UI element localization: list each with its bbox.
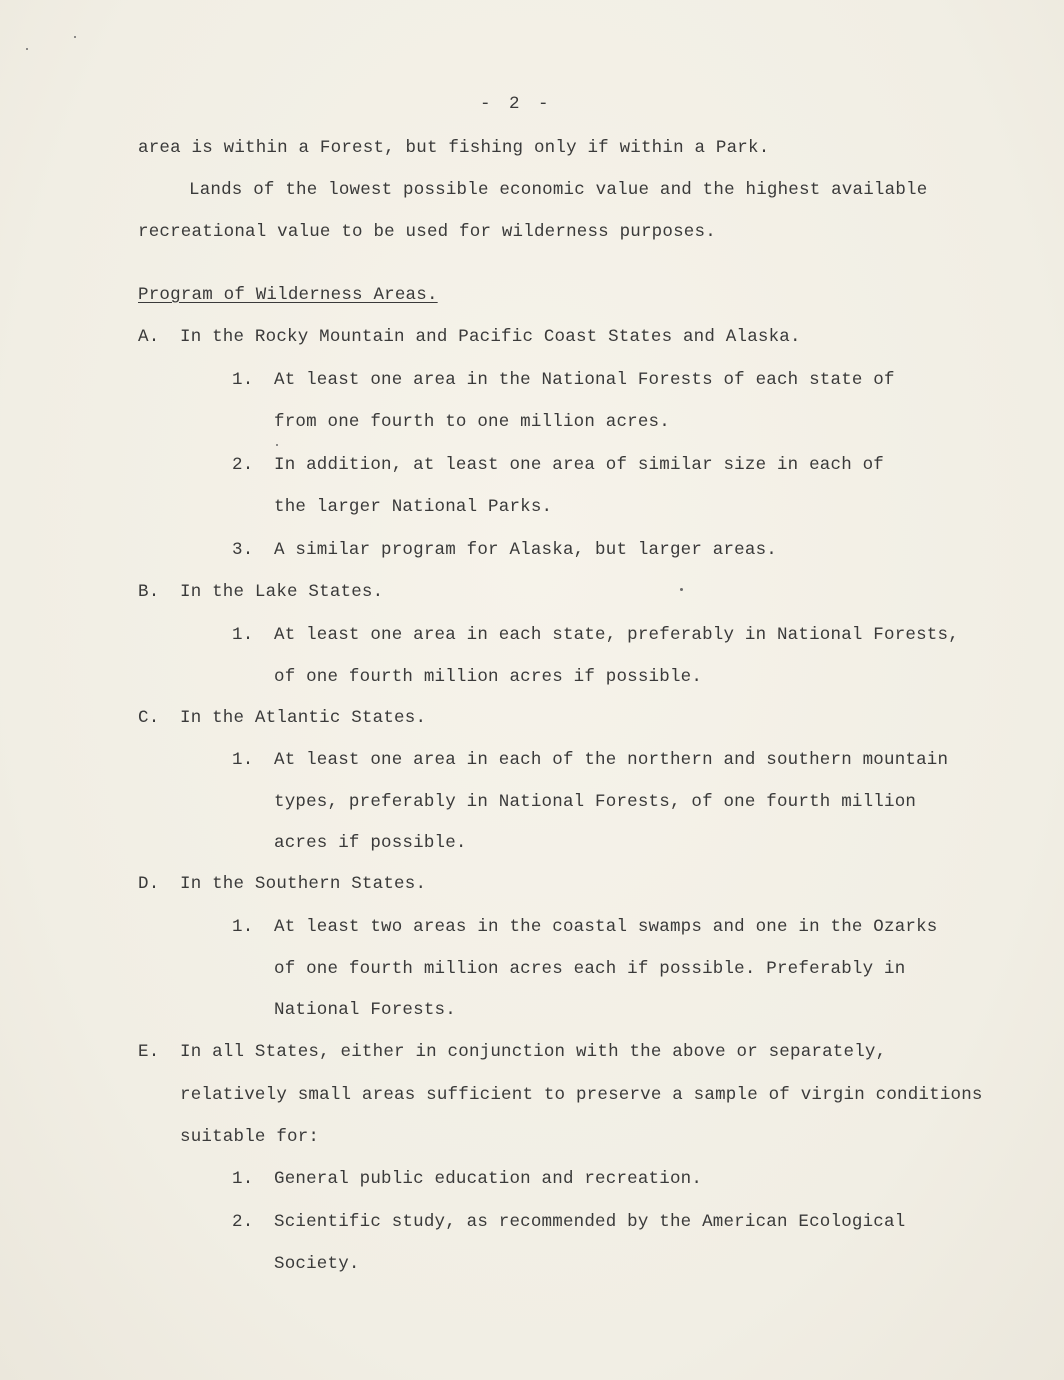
intro-line-2: Lands of the lowest possible economic value and the highest available	[189, 180, 928, 200]
page-number: - 2 -	[480, 94, 553, 114]
section-d-title: In the Southern States.	[180, 874, 427, 894]
section-a-item-2-line-2: the larger National Parks.	[274, 497, 553, 517]
section-c-item-1-line-3: acres if possible.	[274, 833, 467, 853]
section-b-item-1-line-1: At least one area in each state, preferably in National Forests,	[274, 625, 959, 645]
section-a-marker: A.	[138, 327, 160, 347]
section-c-item-1-marker: 1.	[232, 750, 254, 770]
section-e-title-line-1: In all States, either in conjunction with the above or separately,	[180, 1042, 887, 1062]
paper-speck	[26, 48, 28, 50]
section-a-item-3-marker: 3.	[232, 540, 254, 560]
section-a-item-1-marker: 1.	[232, 370, 254, 390]
section-d-item-1-line-3: National Forests.	[274, 1000, 456, 1020]
section-e-item-2-marker: 2.	[232, 1212, 254, 1232]
section-c-marker: C.	[138, 708, 160, 728]
section-c-item-1-line-2: types, preferably in National Forests, of one fourth million	[274, 792, 917, 812]
section-b-item-1-line-2: of one fourth million acres if possible.	[274, 667, 703, 687]
section-b-item-1-marker: 1.	[232, 625, 254, 645]
section-e-marker: E.	[138, 1042, 160, 1062]
section-a-item-3-line-1: A similar program for Alaska, but larger areas.	[274, 540, 777, 560]
section-d-marker: D.	[138, 874, 160, 894]
intro-line-3: recreational value to be used for wilderness purposes.	[138, 222, 716, 242]
section-a-item-2-line-1: In addition, at least one area of similar size in each of	[274, 455, 884, 475]
section-e-title-line-3: suitable for:	[180, 1127, 320, 1147]
section-e-title-line-2: relatively small areas sufficient to preserve a sample of virgin conditions	[180, 1085, 983, 1105]
section-a-item-1-line-1: At least one area in the National Forests of each state of	[274, 370, 895, 390]
section-e-item-1-line-1: General public education and recreation.	[274, 1169, 703, 1189]
paper-speck	[74, 36, 76, 38]
program-heading: Program of Wilderness Areas.	[138, 285, 438, 305]
section-e-item-1-marker: 1.	[232, 1169, 254, 1189]
section-c-title: In the Atlantic States.	[180, 708, 427, 728]
section-a-item-2-marker: 2.	[232, 455, 254, 475]
section-d-item-1-line-1: At least two areas in the coastal swamps and one in the Ozarks	[274, 917, 938, 937]
section-b-marker: B.	[138, 582, 160, 602]
section-d-item-1-line-2: of one fourth million acres each if possible. Preferably in	[274, 959, 906, 979]
section-c-item-1-line-1: At least one area in each of the northern and southern mountain	[274, 750, 949, 770]
section-b-title: In the Lake States.	[180, 582, 384, 602]
section-e-item-2-line-1: Scientific study, as recommended by the American Ecological	[274, 1212, 906, 1232]
section-e-item-2-line-2: Society.	[274, 1254, 360, 1274]
section-a-item-1-line-2: from one fourth to one million acres.	[274, 412, 670, 432]
intro-line-1: area is within a Forest, but fishing only if within a Park.	[138, 138, 770, 158]
section-d-item-1-marker: 1.	[232, 917, 254, 937]
paper-speck	[680, 588, 683, 591]
paper-speck	[276, 444, 278, 446]
section-a-title: In the Rocky Mountain and Pacific Coast States and Alaska.	[180, 327, 801, 347]
